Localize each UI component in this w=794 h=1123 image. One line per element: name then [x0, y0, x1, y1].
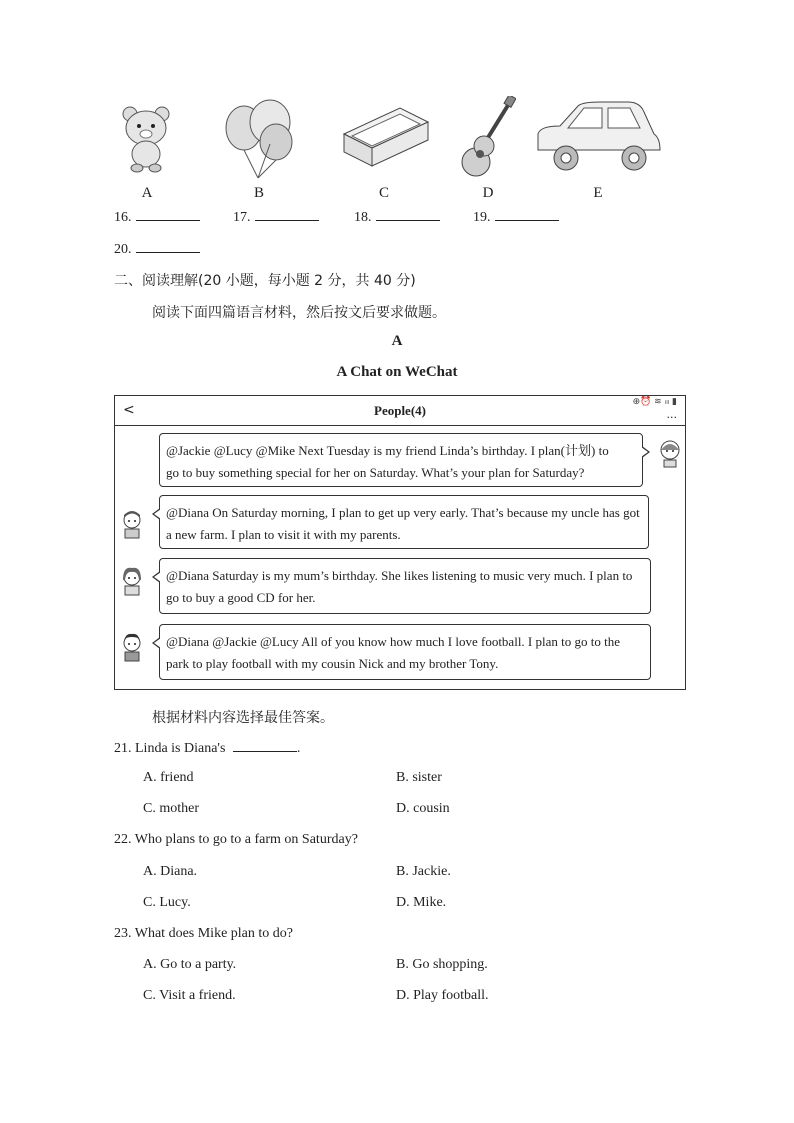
answer-blank-21[interactable] [233, 739, 297, 752]
back-icon[interactable]: < [123, 402, 135, 418]
question-21: 21. Linda is Diana's . [114, 741, 301, 756]
section-instruction: 阅读下面四篇语言材料，然后按文后要求做题。 [152, 305, 446, 321]
q23-option-d[interactable]: D. Play football. [396, 988, 489, 1003]
passage-letter: A [391, 333, 403, 349]
picture-label-c: C [378, 185, 389, 201]
chat-message-3: @Diana Saturday is my mum’s birthday. She likes listening to music very much. I plan to go to buy a good CD for her. [159, 558, 651, 614]
chat-message-4: @Diana @Jackie @Lucy All of you know how much I love football. I plan to go to the park to play football with my cousin Nick and my brother Tony. [159, 624, 651, 680]
more-icon[interactable]: ... [666, 408, 677, 421]
q22-option-a[interactable]: A. Diana. [143, 864, 198, 879]
avatar-diana-icon [657, 438, 683, 468]
picture-label-e: E [593, 185, 603, 201]
q21-option-c[interactable]: C. mother [143, 801, 199, 816]
section-title: 二、阅读理解(20 小题，每小题 2 分，共 40 分) [114, 273, 416, 289]
q23-option-b[interactable]: B. Go shopping. [396, 957, 488, 972]
answer-blank-19[interactable]: 19. [473, 208, 559, 226]
avatar-jackie-icon [119, 509, 145, 539]
chat-title: People(4) [374, 403, 426, 418]
question-23: 23. What does Mike plan to do? [114, 926, 293, 941]
status-bar-icons: ⊕⏰ ≋ ᵢₗₗ ▮ [632, 397, 677, 407]
pencil-case-icon [338, 104, 434, 174]
q23-option-c[interactable]: C. Visit a friend. [143, 988, 236, 1003]
question-22: 22. Who plans to go to a farm on Saturday? [114, 832, 358, 847]
q22-option-b[interactable]: B. Jackie. [396, 864, 451, 879]
chat-message-2: @Diana On Saturday morning, I plan to get up very early. That’s because my uncle has got a new farm. I plan to visit it with my parents. [159, 495, 649, 549]
question-instruction: 根据材料内容选择最佳答案。 [152, 710, 334, 726]
q22-option-c[interactable]: C. Lucy. [143, 895, 191, 910]
picture-label-a: A [141, 185, 153, 201]
q23-option-a[interactable]: A. Go to a party. [143, 957, 237, 972]
answer-blank-20[interactable]: 20. [114, 240, 200, 258]
q22-option-d[interactable]: D. Mike. [396, 895, 447, 910]
balloons-icon [218, 98, 298, 182]
picture-label-d: D [482, 185, 494, 201]
picture-label-b: B [253, 185, 264, 201]
avatar-lucy-icon [119, 566, 145, 596]
q21-option-d[interactable]: D. cousin [396, 801, 450, 816]
toy-car-icon [530, 98, 664, 174]
answer-blank-16[interactable]: 16. [114, 208, 200, 226]
avatar-mike-icon [119, 632, 145, 662]
answer-blank-17[interactable]: 17. [233, 208, 319, 226]
chat-message-1: @Jackie @Lucy @Mike Next Tuesday is my friend Linda’s birthday. I plan(计划) to go to buy something special for her on Saturday. What’s your plan for Saturday? [159, 433, 643, 487]
q21-option-b[interactable]: B. sister [396, 770, 442, 785]
answer-blank-18[interactable]: 18. [354, 208, 440, 226]
chat-header [115, 396, 685, 426]
passage-title: A Chat on WeChat [336, 364, 458, 380]
q21-option-a[interactable]: A. friend [143, 770, 194, 785]
wechat-chat-window [114, 395, 686, 690]
teddy-bear-icon [118, 102, 174, 174]
guitar-icon [458, 96, 516, 180]
